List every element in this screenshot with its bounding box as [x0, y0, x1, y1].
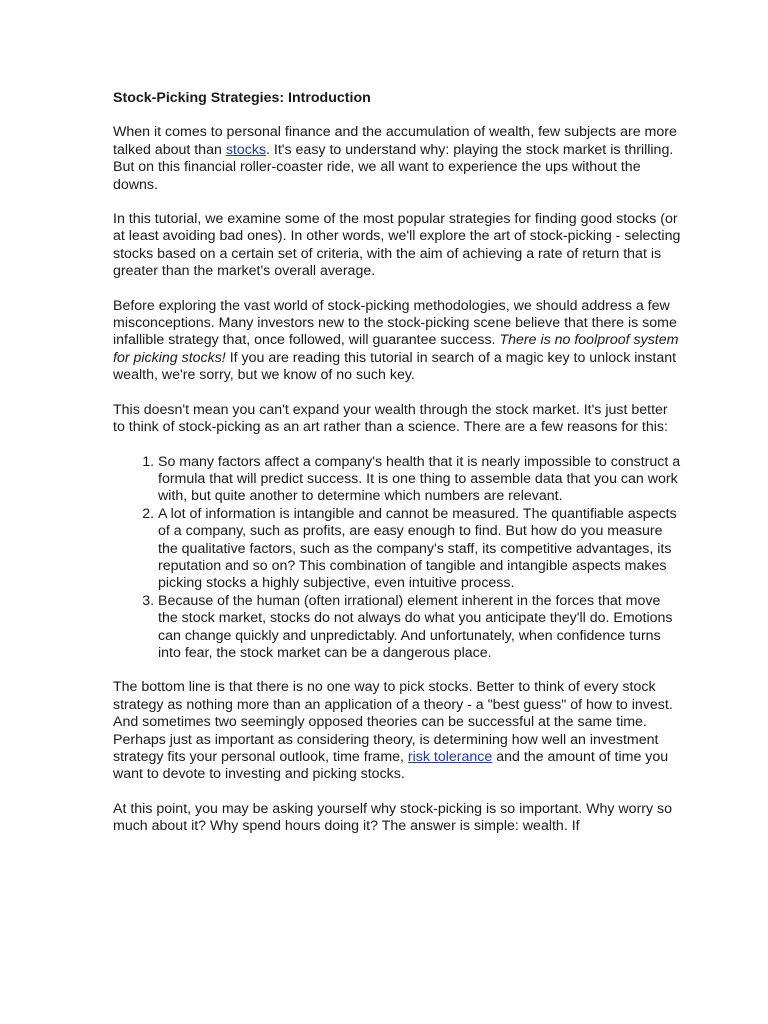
- why-important-paragraph: At this point, you may be asking yourself why stock-picking is so important. Why worry so much about it? Why spend hours doing it? The answer is simple: wealth. If: [113, 800, 673, 835]
- list-item: 1. So many factors affect a company's health that it is nearly impossible to construct a formula that will predict success. It is one thing to assemble data that you can work with, but quite another to determine which numbers are relevant.: [158, 454, 683, 506]
- tutorial-paragraph: In this tutorial, we examine some of the most popular strategies for finding good stocks (or at least avoiding bad ones). In other words, we'll explore the art of stock-picking - selecting stocks based on a certain set of criteria, with the aim of achieving a rate of return that is greater than the market's overall average.: [113, 211, 681, 280]
- emphasis-text: There is no foolproof system for picking stocks!: [113, 332, 679, 366]
- list-item: 3. Because of the human (often irrational) element inherent in the forces that move the stock market, stocks do not always do what you anticipate they'll do. Emotions can change quickly and unpredictably. And unfortunately, when confidence turns into fear, the stock market can be a dangerous place.: [158, 593, 683, 663]
- bottom-line-paragraph: The bottom line is that there is no one way to pick stocks. Better to think of every stock strategy as nothing more than an application of a theory - a "best guess" of how to invest. And sometimes two seemingly opposed theories can be successful at the same time. Perhaps just as important as considering theory, is determining how well an investment strategy fits your personal outlook, time frame, risk tolerance and the amount of time you want to devote to investing and picking stocks.: [113, 679, 673, 783]
- page-title: Stock-Picking Strategies: Introduction: [113, 90, 371, 106]
- reasons-list: [113, 454, 683, 663]
- list-item: 2. A lot of information is intangible and cannot be measured. The quantifiable aspects of a company, such as profits, are easy enough to find. But how do you measure the qualitative factors, such as the company's staff, its competitive advantages, its reputation and so on? This combination of tangible and intangible aspects makes picking stocks a highly subjective, even intuitive process.: [158, 506, 683, 593]
- intro-paragraph: When it comes to personal finance and the accumulation of wealth, few subjects are more talked about than stocks. It's easy to understand why: playing the stock market is thrilling. But on this financial roller-coaster ride, we all want to experience the ups without the downs.: [113, 124, 677, 193]
- document-page: [113, 90, 683, 853]
- risk-tolerance-link[interactable]: risk tolerance: [407, 749, 493, 765]
- stocks-link[interactable]: stocks: [225, 141, 267, 158]
- misconceptions-paragraph: Before exploring the vast world of stock-picking methodologies, we should address a few misconceptions. Many investors new to the stock-picking scene believe that there is some infallible strategy that, once followed, will guarantee success. There is no foolproof system for picking stocks! If you are reading this tutorial in search of a magic key to unlock instant wealth, we're sorry, but we know of no such key.: [113, 297, 679, 384]
- art-not-science-paragraph: This doesn't mean you can't expand your wealth through the stock market. It's just better to think of stock-picking as an art rather than a science. There are a few reasons for this:: [113, 401, 668, 436]
